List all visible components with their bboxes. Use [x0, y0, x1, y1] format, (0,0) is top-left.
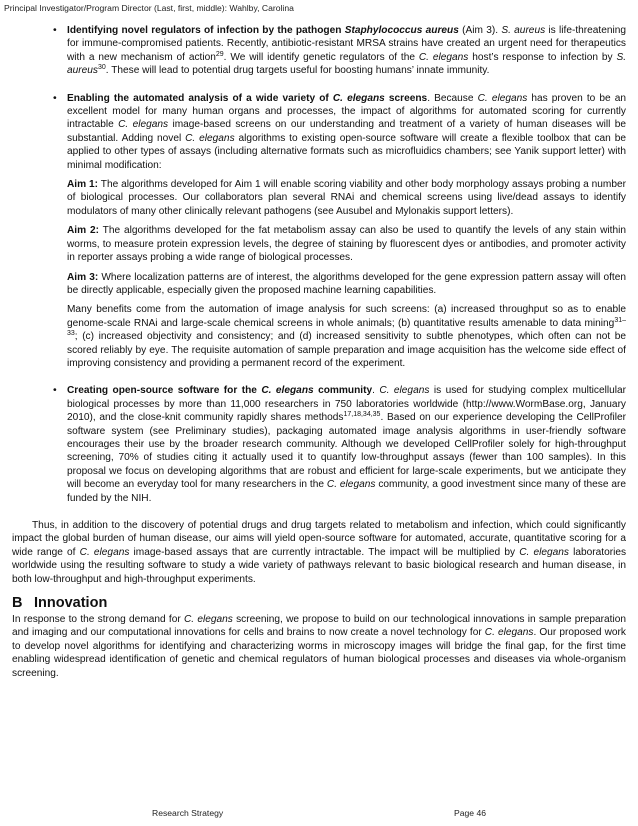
bullet-open-source-software: • Creating open-source software for the C. elegans community. C. elegans is used for studying complex multicellular biological processes by more than 11,000 researchers in 750 laboratories worldwide (http://www.WormBase.org, January 2010), and the close-knit community rapidly shares methods$^{17,18,34,35}$. Based on our experience developing the CellProfiler software system (see Preliminary studies), packaging automated image analysis algorithms in user-friendly software encourages their use by the broader research community. Although we developed CellProfiler solely for high-throughput screening, 70% of studies citing it actually used it to quantify low-throughput assays (fewer than 100 samples). In this proposal we focus on developing algorithms that are robust and efficient for large-scale experiments, but we anticipate they will become an everyday tool for many researchers in the C. elegans community, a good investment since many of these are funded by the NIH.: [67, 384, 626, 505]
aim-3-paragraph: Aim 3: Where localization patterns are of interest, the algorithms developed for the gene expression pattern assay will often be directly applicable, especially given the proposed machine learning capabilities.: [67, 271, 626, 296]
citation: 29: [215, 50, 224, 58]
innovation-paragraph: In response to the strong demand for C. elegans screening, we propose to build on our technological innovations in sample preparation and imaging and our computational innovations for cells and brains to now create a novel technology for C. elegans. Our proposed work to develop novel algorithms for identifying and characterizing worms in microscopy images will bridge the final gap, for the first time enabling widespread identification of genetic and chemical regulators of human biological processes and diseases via whole-organism screening.: [12, 614, 627, 679]
citation: 17,18,34,35: [343, 411, 381, 419]
aims-bullet-list: [12, 24, 626, 505]
bullet-automated-analysis: • Enabling the automated analysis of a wide variety of C. elegans screens. Because C. elegans has proven to be an excellent model for many human organs and processes, the impact of algorithms for automated scoring for currently intractable C. elegans image-based screens on our understanding and treatment of a variety of human diseases will be substantial. Adding novel C. elegans algorithms to existing open-source software will create a flexible toolbox that can be applied to other types of assays (including alternative formats such as microfluidics chambers; see Yanik support letter) with minimal modification: Aim 1: The algorithms developed for Aim 1 will enable scoring viability and other body morphology assays probing a number of biological processes. Our collaborators plan several RNAi and chemical screens using live/dead assays to identify modulators of many other clinically relevant pathogens (see Ausubel and Mylonakis support letters). Aim 2: The algorithms developed for the fat metabolism assay can also be used to quantify the levels of any stain within worms, to measure protein expression levels, the degree of staining by fluorescent dyes or antibodies, and promoter activity in reporter assays probing a wide range of biological processes. Aim 3: Where localization patterns are of interest, the algorithms developed for the gene expression pattern assay will often be directly applicable, especially given the proposed machine learning capabilities. Many benefits come from the automation of image analysis for such screens: (a) increased throughput so as to enable genome-scale RNAi and large-scale chemical screens in whole animals; (b) quantitative results amenable to data mining$^{31-33}$; (c) increased objectivity and consistency; and (d) increased sensitivity to subtle phenotypes, which often can not be scored reliably by eye. The requisite automation of sample preparation and image acquisition has the welcome side effect of improving consistency and providing a permanent record of the experiment.: [67, 92, 626, 371]
aim-label: Aim 2:: [67, 225, 99, 237]
page-header: Principal Investigator/Program Director (Last, first, middle): Wahlby, Carolina: [4, 3, 294, 13]
footer-section-name: Research Strategy: [152, 808, 224, 818]
benefits-paragraph: Many benefits come from the automation of image analysis for such screens: (a) increased throughput so as to enable genome-scale RNAi and large-scale chemical screens in whole animals; (b) quantitative results amenable to data mining$^{31-33}$; (c) increased objectivity and consistency; and (d) increased sensitivity to subtle phenotypes, which often can not be scored reliably by eye. The requisite automation of sample preparation and image acquisition has the welcome side effect of improving consistency and providing a permanent record of the experiment.: [67, 304, 626, 369]
bullet-lead: Enabling the automated analysis of a wide variety of C. elegans screens: [67, 92, 428, 104]
bullet-lead: Identifying novel regulators of infection by the pathogen Staphylococcus aureus: [67, 25, 459, 36]
citation: 31–33: [67, 316, 626, 338]
footer-page-number: Page 46: [454, 808, 487, 818]
document-body: [12, 24, 626, 680]
aim-label: Aim 1:: [67, 179, 99, 191]
bullet-infection-regulators: • Identifying novel regulators of infection by the pathogen Staphylococcus aureus (Aim 3). S. aureus is life-threatening for immune-compromised patients. Recently, antibiotic-resistant MRSA strains have created an urgent need for therapeutics with a new mechanism of action$^{29}$. We will identify genetic regulators of the C. elegans host’s response to infection by S. aureus$^{30}$. These will lead to potential drug targets useful for boosting humans’ innate immunity.: [67, 24, 626, 78]
section-title: Innovation: [34, 595, 108, 612]
citation: 30: [97, 64, 106, 72]
section-letter: B: [12, 595, 23, 612]
aim-1-paragraph: Aim 1: The algorithms developed for Aim 1 will enable scoring viability and other body morphology assays probing a number of biological processes. Our collaborators plan several RNAi and chemical screens using live/dead assays to identify modulators of many other clinically relevant pathogens (see Ausubel and Mylonakis support letters).: [67, 179, 626, 217]
section-heading-innovation: [12, 595, 626, 611]
aim-2-paragraph: Aim 2: The algorithms developed for the fat metabolism assay can also be used to quantify the levels of any stain within worms, to measure protein expression levels, the degree of staining by fluorescent dyes or antibodies, and promoter activity in reporter assays probing a wide range of biological processes.: [67, 225, 626, 264]
aim-label: Aim 3:: [67, 271, 99, 283]
summary-paragraph: Thus, in addition to the discovery of potential drugs and drug targets related to metabolism and infection, which could significantly impact the global burden of human disease, our aims will yield open-source software for automated, accurate, quantitative scoring for a wide range of C. elegans image-based assays that are currently intractable. The impact will be multiplied by C. elegans laboratories worldwide using the resulting software to study a wide variety of pathways relevant to basic biological research and human disease, in both low-throughput and high-throughput experiments.: [12, 520, 627, 585]
bullet-lead: Creating open-source software for the C. elegans community: [67, 385, 373, 397]
